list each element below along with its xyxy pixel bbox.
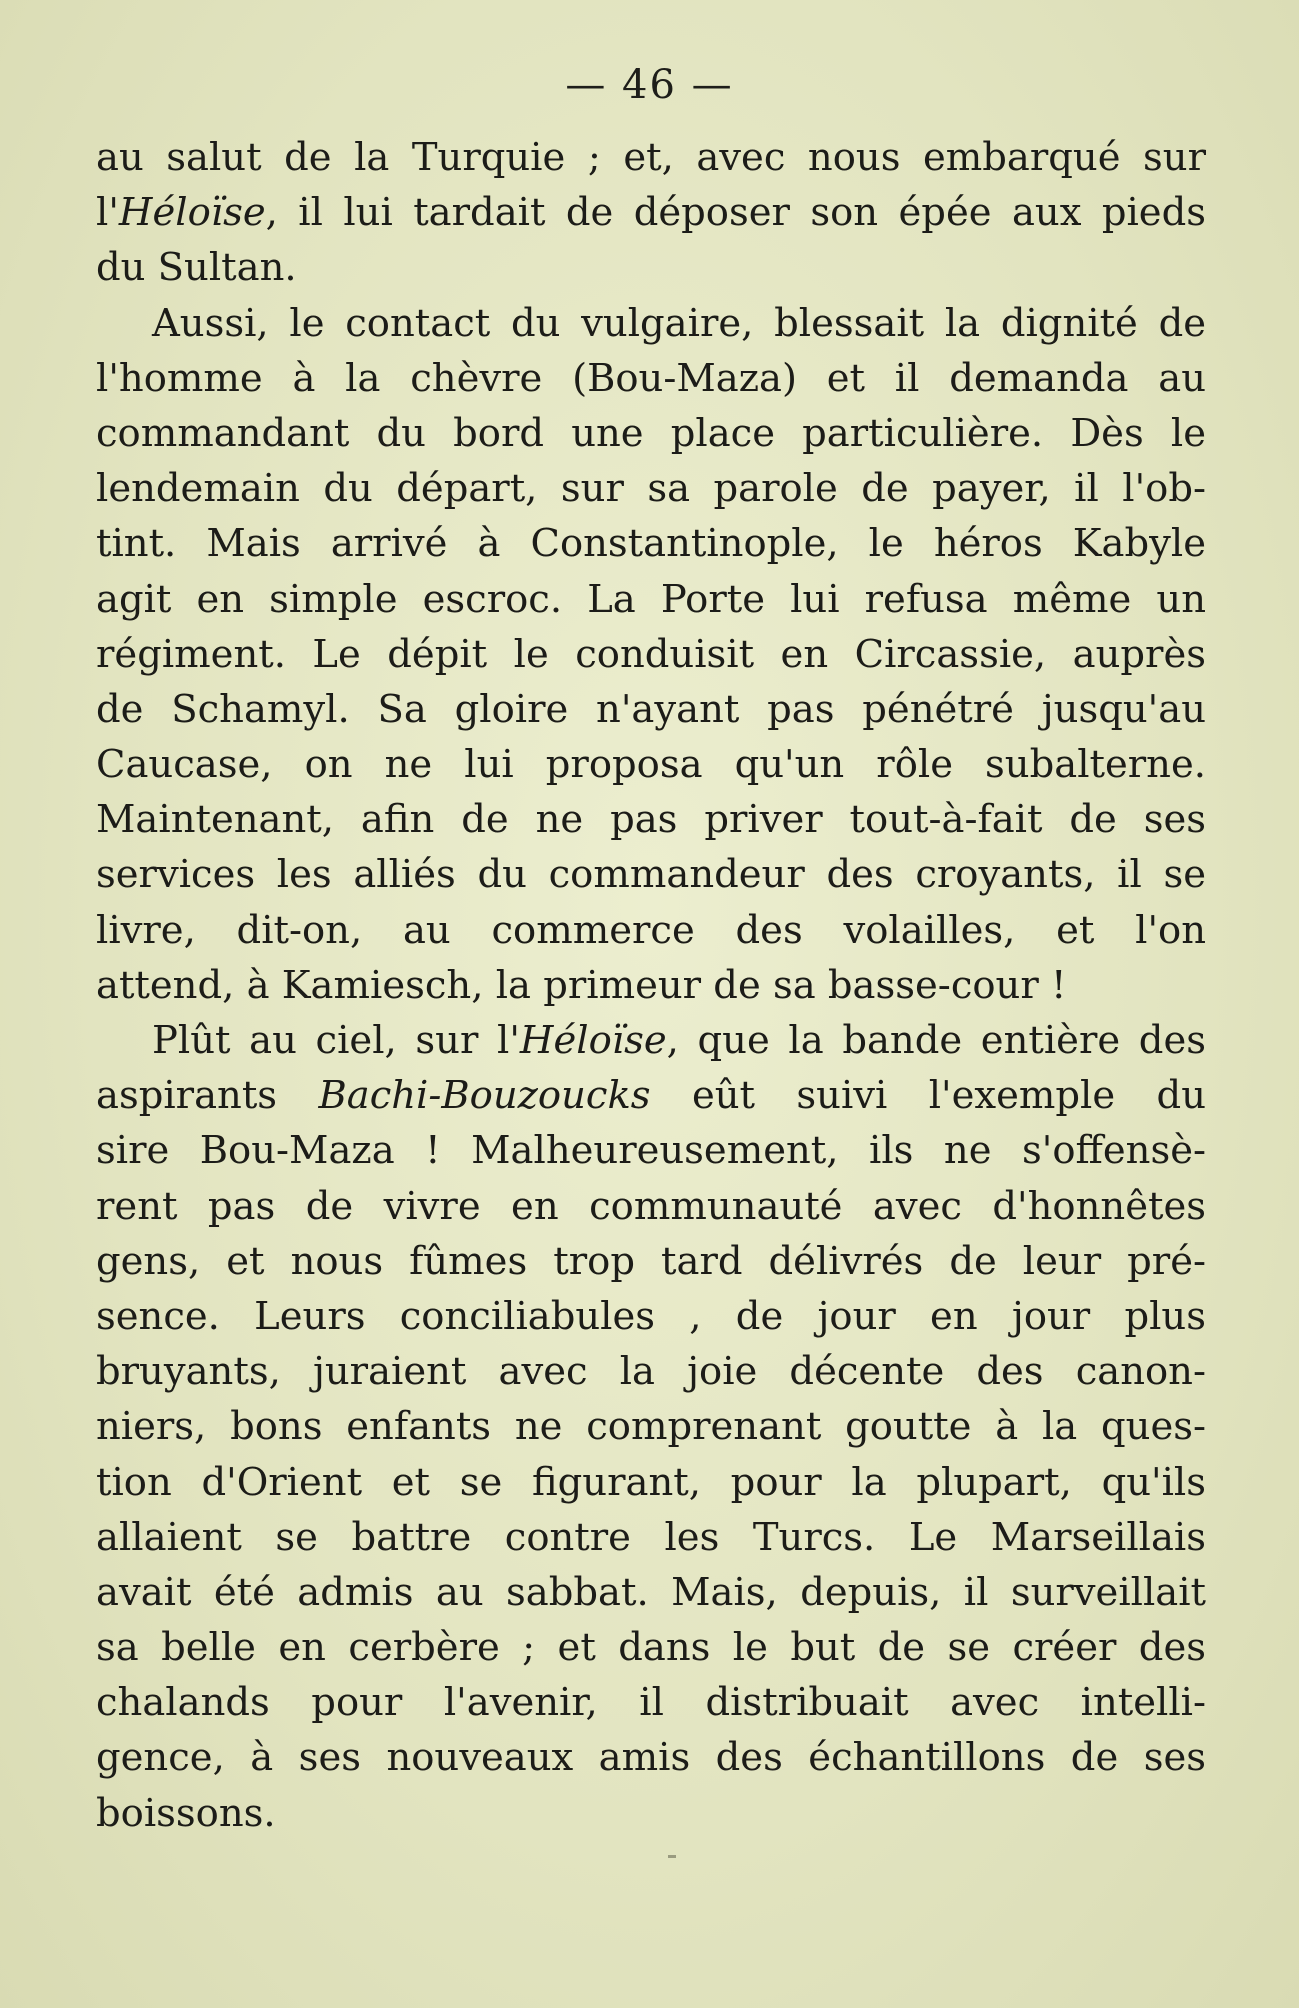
- text-line: gens, et nous fûmes trop tard délivrés de leur pré-: [96, 1238, 1206, 1284]
- text-line: boissons.: [96, 1790, 276, 1836]
- text-line: niers, bons enfants ne comprenant goutte à la ques-: [96, 1404, 1206, 1450]
- text-line: commandant du bord une place particulière. Dès le: [96, 410, 1206, 456]
- text-segment: l': [96, 190, 119, 236]
- text-line: au salut de la Turquie ; et, avec nous embarqué sur: [96, 135, 1206, 180]
- text-line: tint. Mais arrivé à Constantinople, le héros Kabyle: [96, 521, 1206, 567]
- text-line: sa belle en cerbère ; et dans le but de se créer des: [96, 1625, 1206, 1671]
- text-line: du Sultan.: [96, 245, 297, 291]
- text-line: livre, dit-on, au commerce des volailles, et l'on: [96, 907, 1206, 953]
- text-line: agit en simple escroc. La Porte lui refusa même un: [96, 576, 1206, 622]
- text-line: gence, à ses nouveaux amis des échantillons de ses: [96, 1735, 1206, 1781]
- text-segment: , il lui tardait de déposer son épée aux pieds: [265, 190, 1206, 236]
- text-line: [96, 1013, 1206, 1068]
- ink-speck: [668, 1855, 676, 1858]
- text-segment: Plût au ciel, sur l': [152, 1018, 520, 1063]
- text-line: attend, à Kamiesch, la primeur de sa basse-cour !: [96, 962, 1067, 1008]
- text-line: bruyants, juraient avec la joie décente des canon-: [96, 1349, 1206, 1395]
- text-segment: aspirants: [96, 1073, 319, 1119]
- text-line: tion d'Orient et se figurant, pour la plupart, qu'ils: [96, 1459, 1206, 1505]
- text-segment: eût suivi l'exemple du: [650, 1073, 1206, 1119]
- text-line: avait été admis au sabbat. Mais, depuis, il surveillait: [96, 1569, 1206, 1615]
- text-line: Maintenant, afin de ne pas priver tout-à-fait de ses: [96, 797, 1206, 843]
- text-line: sire Bou-Maza ! Malheureusement, ils ne s'offensè-: [96, 1128, 1206, 1174]
- body-text: [96, 130, 1206, 1841]
- text-line: lendemain du départ, sur sa parole de payer, il l'ob-: [96, 466, 1206, 512]
- italic-text: Héloïse: [519, 1018, 667, 1063]
- text-line: régiment. Le dépit le conduisit en Circassie, auprès: [96, 631, 1206, 677]
- italic-text: Bachi-Bouzoucks: [318, 1073, 651, 1119]
- text-line: [96, 1068, 1206, 1123]
- text-line: Caucase, on ne lui proposa qu'un rôle subalterne.: [96, 742, 1206, 788]
- text-line: rent pas de vivre en communauté avec d'honnêtes: [96, 1183, 1206, 1229]
- text-line: allaient se battre contre les Turcs. Le Marseillais: [96, 1514, 1206, 1560]
- text-line: [96, 185, 1206, 240]
- text-line: sence. Leurs conciliabules , de jour en jour plus: [96, 1293, 1206, 1339]
- italic-text: Héloïse: [118, 190, 266, 236]
- text-line: chalands pour l'avenir, il distribuait avec intelli-: [96, 1680, 1206, 1726]
- page-number: — 46 —: [565, 62, 734, 108]
- text-line: l'homme à la chèvre (Bou-Maza) et il demanda au: [96, 355, 1206, 401]
- text-segment: , que la bande entière des: [666, 1018, 1206, 1063]
- text-line: Aussi, le contact du vulgaire, blessait la dignité de: [152, 300, 1206, 346]
- text-line: de Schamyl. Sa gloire n'ayant pas pénétré jusqu'au: [96, 686, 1206, 732]
- text-line: services les alliés du commandeur des croyants, il se: [96, 852, 1206, 898]
